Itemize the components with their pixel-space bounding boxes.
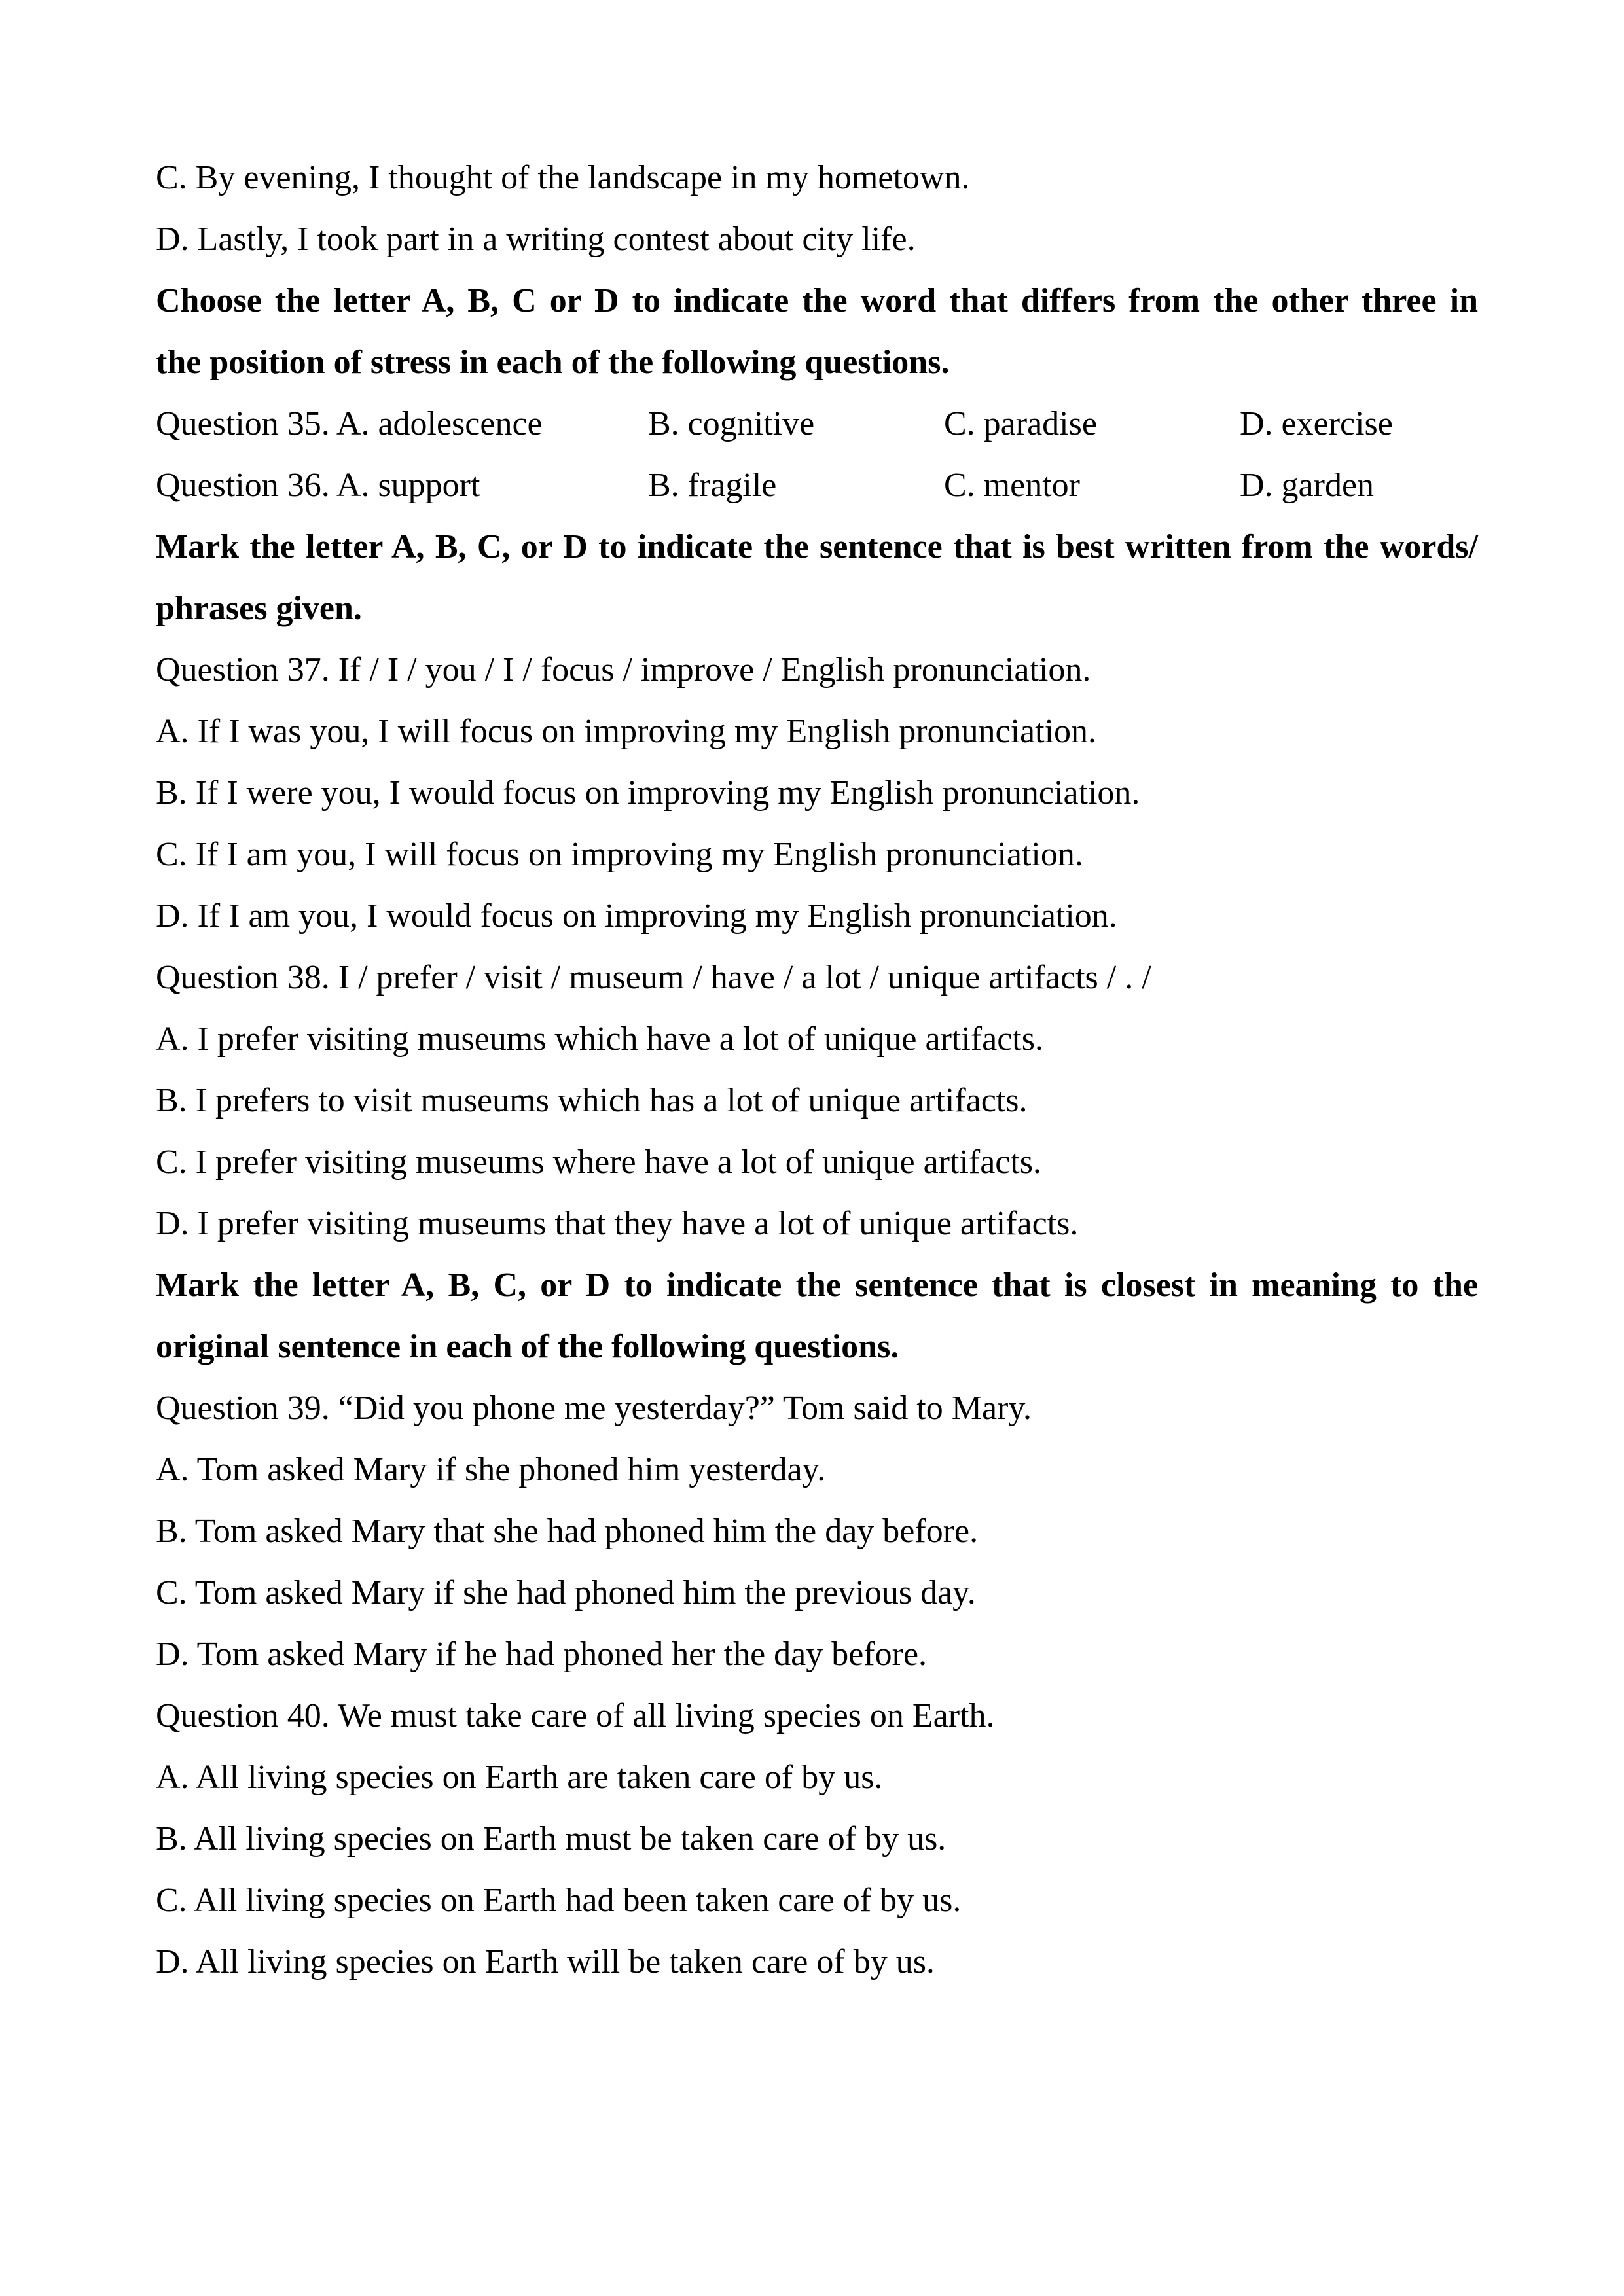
question-35-row	[156, 393, 1478, 455]
question-35-option-d: D. exercise	[1240, 405, 1393, 442]
question-40-prompt: Question 40. We must take care of all living species on Earth.	[156, 1697, 995, 1734]
question-39-option-c: C. Tom asked Mary if she had phoned him the previous day.	[156, 1574, 976, 1611]
question-37-option-a: A. If I was you, I will focus on improving my English pronunciation.	[156, 713, 1097, 750]
question-38-prompt: Question 38. I / prefer / visit / museum / have / a lot / unique artifacts / . /	[156, 959, 1151, 996]
question-35-option-b: B. cognitive	[648, 405, 815, 442]
question-37-option-d: D. If I am you, I would focus on improving my English pronunciation.	[156, 897, 1117, 935]
question-39-option-a: A. Tom asked Mary if she phoned him yesterday.	[156, 1451, 826, 1488]
question-36-row	[156, 455, 1478, 516]
question-36-option-d: D. garden	[1240, 467, 1375, 504]
closest-meaning-instruction-line-1: Mark the letter A, B, C, or D to indicate the sentence that is closest in meaning to the	[156, 1266, 1478, 1304]
option-c-previous-question: C. By evening, I thought of the landscape in my hometown.	[156, 159, 970, 196]
stress-instruction-line-1: Choose the letter A, B, C or D to indicate the word that differs from the other three in	[156, 282, 1478, 319]
question-40-option-a: A. All living species on Earth are taken care of by us.	[156, 1759, 883, 1796]
question-35-option-a: Question 35. A. adolescence	[156, 405, 543, 442]
question-36-option-a: Question 36. A. support	[156, 467, 480, 504]
stress-instruction-line-2: the position of stress in each of the following questions.	[156, 344, 950, 381]
question-36-option-c: C. mentor	[944, 467, 1080, 504]
question-39-prompt: Question 39. “Did you phone me yesterday?” Tom said to Mary.	[156, 1390, 1032, 1427]
page-content	[156, 147, 1478, 1993]
question-37-option-c: C. If I am you, I will focus on improving my English pronunciation.	[156, 836, 1083, 873]
question-38-option-a: A. I prefer visiting museums which have a lot of unique artifacts.	[156, 1020, 1043, 1058]
question-40-option-b: B. All living species on Earth must be taken care of by us.	[156, 1820, 947, 1857]
question-36-option-b: B. fragile	[648, 467, 777, 504]
question-39-option-b: B. Tom asked Mary that she had phoned him the day before.	[156, 1513, 979, 1550]
question-38-option-d: D. I prefer visiting museums that they have a lot of unique artifacts.	[156, 1205, 1079, 1242]
question-39-option-d: D. Tom asked Mary if he had phoned her the day before.	[156, 1636, 928, 1673]
sentence-building-instruction-line-2: phrases given.	[156, 590, 362, 627]
question-38-option-c: C. I prefer visiting museums where have a lot of unique artifacts.	[156, 1143, 1042, 1181]
closest-meaning-instruction-line-2: original sentence in each of the following questions.	[156, 1328, 899, 1365]
sentence-building-instruction-line-1: Mark the letter A, B, C, or D to indicate the sentence that is best written from the words/	[156, 528, 1478, 565]
question-40-option-c: C. All living species on Earth had been taken care of by us.	[156, 1882, 962, 1919]
question-37-prompt: Question 37. If / I / you / I / focus / improve / English pronunciation.	[156, 651, 1091, 689]
question-40-option-d: D. All living species on Earth will be taken care of by us.	[156, 1943, 935, 1981]
question-37-option-b: B. If I were you, I would focus on improving my English pronunciation.	[156, 774, 1140, 812]
option-d-previous-question: D. Lastly, I took part in a writing contest about city life.	[156, 221, 916, 258]
question-38-option-b: B. I prefers to visit museums which has a lot of unique artifacts.	[156, 1082, 1028, 1119]
question-35-option-c: C. paradise	[944, 405, 1097, 442]
